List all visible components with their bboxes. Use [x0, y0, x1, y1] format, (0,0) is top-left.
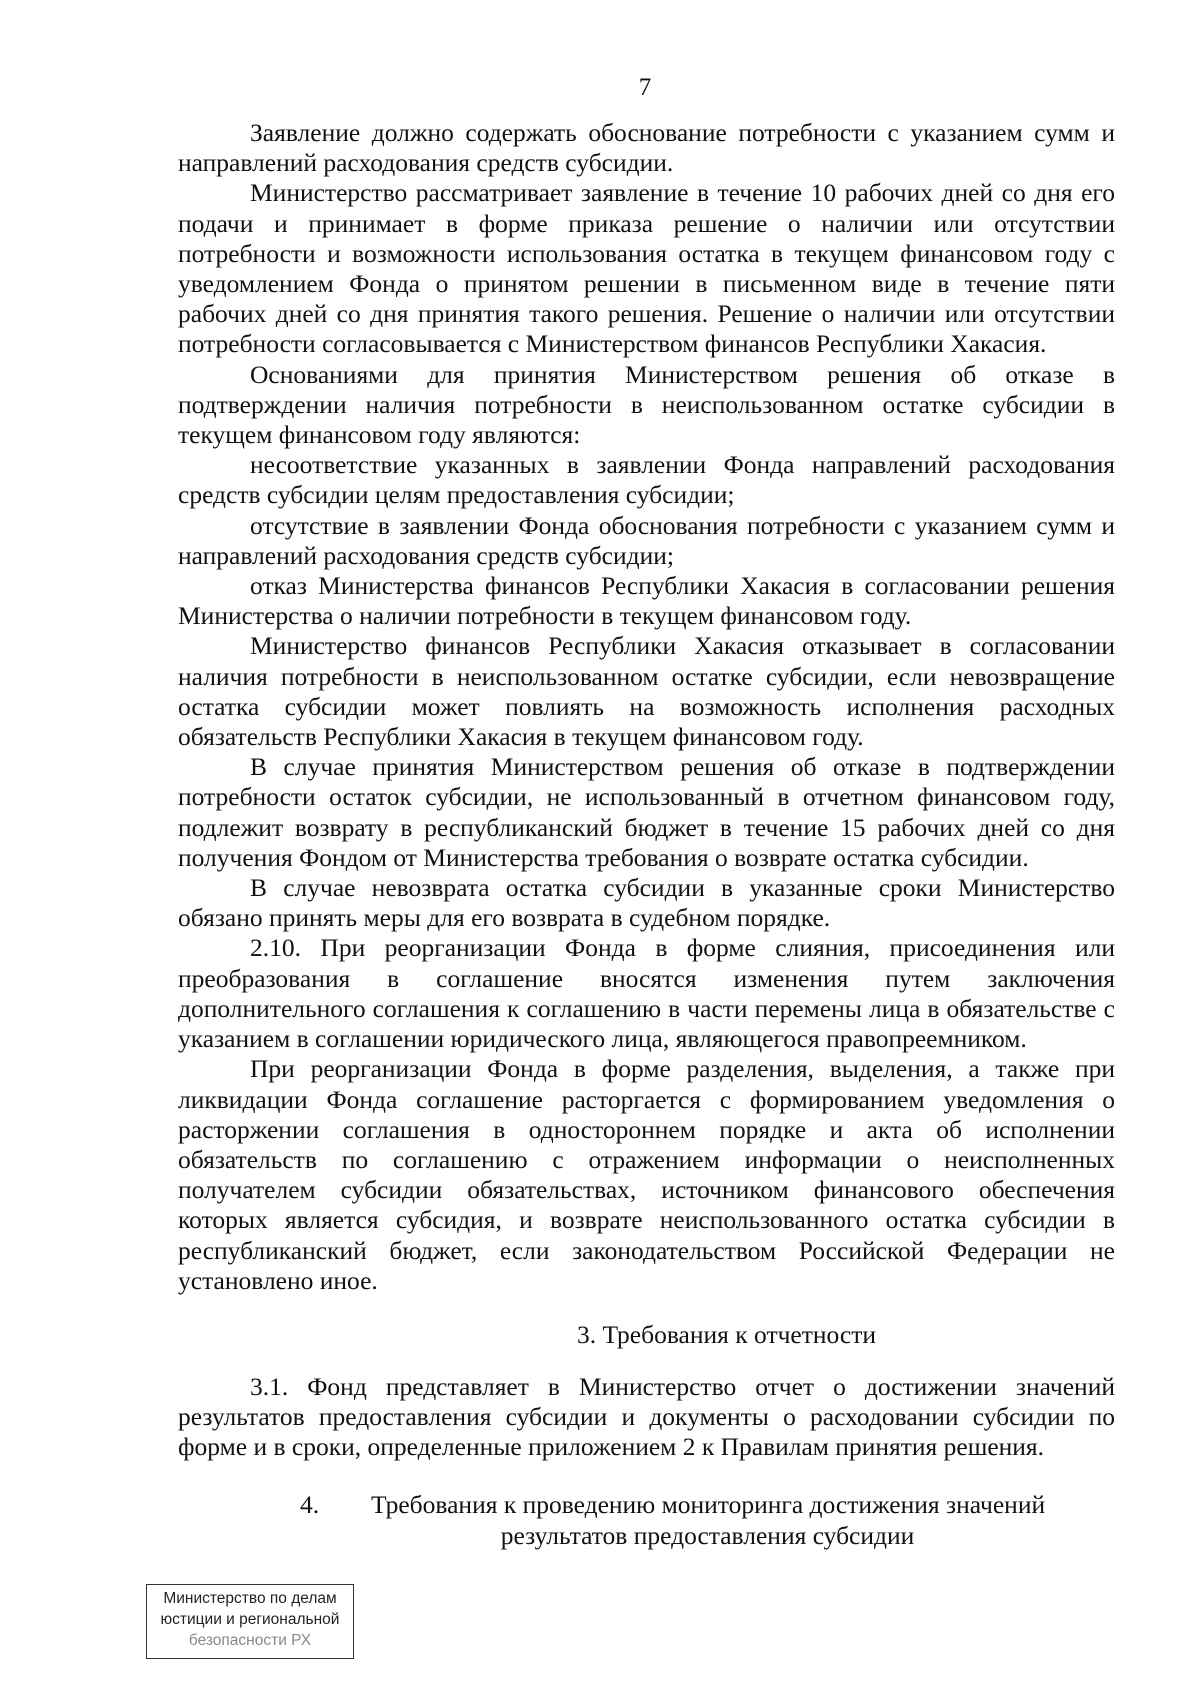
paragraph: В случае невозврата остатка субсидии в указанные сроки Министерство обязано принять меры для его возврата в судебном порядке.	[178, 873, 1115, 933]
paragraph: В случае принятия Министерством решения об отказе в подтверждении потребности остаток субсидии, не использованный в отчетном финансовом году, подлежит возврату в республиканский бюджет в течение 15 рабочих дней со дня получения Фондом от Министерства требования о возврате остатка субсидии.	[178, 752, 1115, 872]
section-3-heading: 3. Требования к отчетности	[576, 1320, 877, 1349]
paragraph: При реорганизации Фонда в форме разделения, выделения, а также при ликвидации Фонда соглашение расторгается с формированием уведомления о расторжении соглашения в одностороннем порядке и акта об исполнении обязательств по соглашению с отражением информации о неисполненных получателем субсидии обязательствах, источником финансового обеспечения которых является субсидия, и возврате неиспользованного остатка субсидии в республиканский бюджет, если законодательством Российской Федерации не установлено иное.	[178, 1054, 1115, 1295]
section-4-heading-line1	[178, 1489, 1115, 1520]
paragraph: Министерство финансов Республики Хакасия отказывает в согласовании наличия потребности в неиспользованном остатке субсидии, если невозвращение остатка субсидии может повлиять на возможность исполнения расходных обязательств Республики Хакасия в текущем финансовом году.	[178, 631, 1115, 752]
paragraph: 2.10. При реорганизации Фонда в форме слияния, присоединения или преобразования в соглашение вносятся изменения путем заключения дополнительного соглашения к соглашению в части перемены лица в обязательстве с указанием в соглашении юридического лица, являющегося правопреемником.	[178, 933, 1115, 1054]
stamp-line: безопасности РХ	[188, 1632, 312, 1649]
section-4-heading-line2: результатов предоставления субсидии	[500, 1521, 915, 1550]
section-4-title-text: Требования к проведению мониторинга достижения значений	[371, 1490, 1046, 1519]
section-4-heading	[178, 1489, 1115, 1551]
paragraph: Министерство рассматривает заявление в течение 10 рабочих дней со дня его подачи и принимает в форме приказа решение о наличии или отсутствии потребности и возможности использования остатка в текущем финансовом году с уведомлением Фонда о принятом решении в письменном виде в течение пяти рабочих дней со дня принятия такого решения. Решение о наличии или отсутствии потребности согласовывается с Министерством финансов Республики Хакасия.	[178, 178, 1115, 359]
paragraph: Основаниями для принятия Министерством решения об отказе в подтверждении наличия потребности в неиспользованном остатке субсидии в текущем финансовом году являются:	[178, 359, 1115, 450]
paragraph: отказ Министерства финансов Республики Хакасия в согласовании решения Министерства о наличии потребности в текущем финансовом году.	[178, 571, 1115, 631]
stamp-line: юстиции и региональной	[160, 1611, 340, 1628]
section-3-body	[178, 1372, 1115, 1463]
section-4-number: 4.	[300, 1490, 320, 1519]
paragraph: 3.1. Фонд представляет в Министерство отчет о достижении значений результатов предоставления субсидии и документы о расходовании субсидии по форме и в сроки, определенные приложением 2 к Правилам принятия решения.	[178, 1372, 1115, 1462]
paragraph: несоответствие указанных в заявлении Фонда направлений расходования средств субсидии целям предоставления субсидии;	[178, 450, 1115, 510]
paragraph: Заявление должно содержать обоснование потребности с указанием сумм и направлений расходования средств субсидии.	[178, 118, 1115, 178]
paragraph: отсутствие в заявлении Фонда обоснования потребности с указанием сумм и направлений расходования средств субсидии;	[178, 510, 1115, 570]
body-text	[178, 118, 1115, 1296]
page-number: 7	[638, 74, 652, 101]
registration-stamp	[146, 1584, 354, 1659]
stamp-line: Министерство по делам	[163, 1590, 337, 1607]
